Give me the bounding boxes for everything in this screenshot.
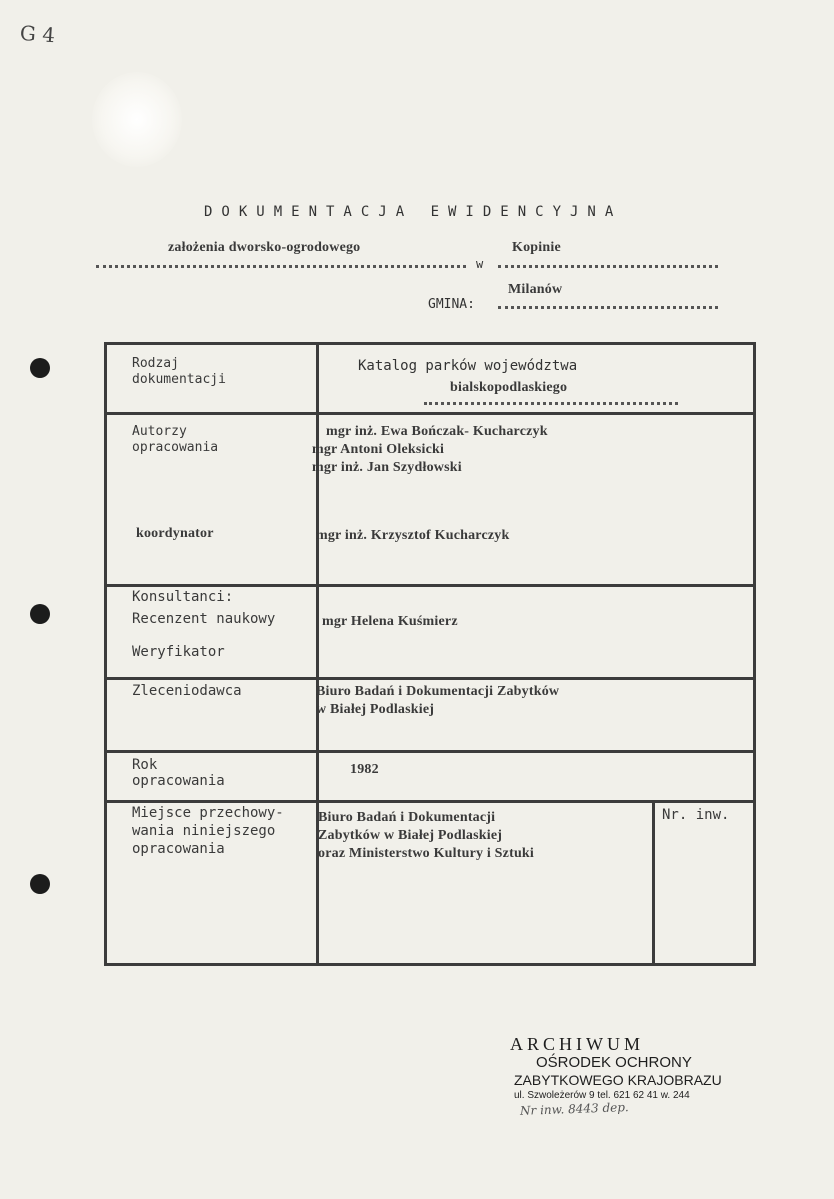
row-divider-4: [106, 750, 754, 753]
label-zleceniodawca: Zleceniodawca: [132, 683, 242, 699]
preposition-w: w: [476, 257, 484, 271]
label-recenzent: Recenzent naukowy: [132, 611, 276, 627]
subject-dotted-line: [96, 265, 466, 268]
label-rodzaj-2: dokumentacji: [132, 372, 226, 387]
label-miejsce-3: opracowania: [132, 841, 225, 857]
label-autorzy-1: Autorzy: [132, 424, 187, 439]
label-rodzaj-1: Rodzaj: [132, 356, 179, 371]
place-dotted-line: [498, 265, 718, 268]
row-divider-3: [106, 677, 754, 680]
nr-inw-label: Nr. inw.: [662, 807, 730, 823]
label-miejsce-2: wania niniejszego: [132, 823, 276, 839]
stamp-zabytkowego: ZABYTKOWEGO KRAJOBRAZU: [514, 1072, 722, 1088]
gmina-dotted-line: [498, 306, 718, 309]
corner-mark: G 4: [19, 20, 56, 48]
paper-stain: [92, 72, 182, 167]
column-divider: [316, 344, 319, 964]
coordinator-label: koordynator: [136, 526, 214, 541]
rok-value: 1982: [350, 762, 379, 777]
miejsce-value-1: Biuro Badań i Dokumentacji: [318, 810, 496, 825]
stamp-archiwum: ARCHIWUM: [510, 1034, 644, 1054]
label-autorzy-2: opracowania: [132, 440, 219, 455]
miejsce-value-2: Zabytków w Białej Podlaskiej: [318, 828, 503, 843]
recenzent-value: mgr Helena Kuśmierz: [322, 614, 458, 629]
subject-value: założenia dworsko-ogrodowego: [168, 240, 361, 255]
gmina-label: GMINA:: [428, 297, 475, 312]
label-miejsce-1: Miejsce przechowy-: [132, 805, 284, 821]
punch-hole-middle: [30, 604, 50, 624]
label-weryfikator: Weryfikator: [132, 644, 225, 660]
label-rok-1: Rok: [132, 757, 158, 773]
label-konsultanci: Konsultanci:: [132, 589, 234, 605]
gmina-value: Milanów: [508, 282, 563, 297]
coordinator-value: mgr inż. Krzysztof Kucharczyk: [316, 528, 510, 543]
miejsce-value-3: oraz Ministerstwo Kultury i Sztuki: [318, 846, 535, 861]
punch-hole-top: [30, 358, 50, 378]
document-title: DOKUMENTACJA EWIDENCYJNA: [204, 204, 623, 220]
stamp-osrodek: OŚRODEK OCHRONY: [536, 1054, 692, 1071]
zleceniodawca-value-2: w Białej Podlaskiej: [316, 702, 435, 717]
handwritten-inventory-note: Nr inw. 8443 dep.: [519, 1100, 629, 1118]
nr-column-divider: [652, 802, 655, 964]
label-rok-2: opracowania: [132, 773, 225, 789]
rodzaj-dotted-line: [424, 402, 678, 405]
place-value: Kopinie: [512, 240, 561, 255]
value-rodzaj-1: Katalog parków województwa: [358, 358, 578, 374]
stamp-address: ul. Szwoleżerów 9 tel. 621 62 41 w. 244: [514, 1090, 690, 1101]
value-rodzaj-2: bialskopodlaskiego: [450, 380, 568, 395]
row-divider-2: [106, 584, 754, 587]
row-divider-1: [106, 412, 754, 415]
row-divider-5: [106, 800, 754, 803]
punch-hole-bottom: [30, 874, 50, 894]
author-1: mgr inż. Ewa Bończak- Kucharczyk: [326, 424, 548, 439]
zleceniodawca-value-1: Biuro Badań i Dokumentacji Zabytków: [316, 684, 560, 699]
author-2: mgr Antoni Oleksicki: [312, 442, 445, 457]
author-3: mgr inż. Jan Szydłowski: [312, 460, 462, 475]
